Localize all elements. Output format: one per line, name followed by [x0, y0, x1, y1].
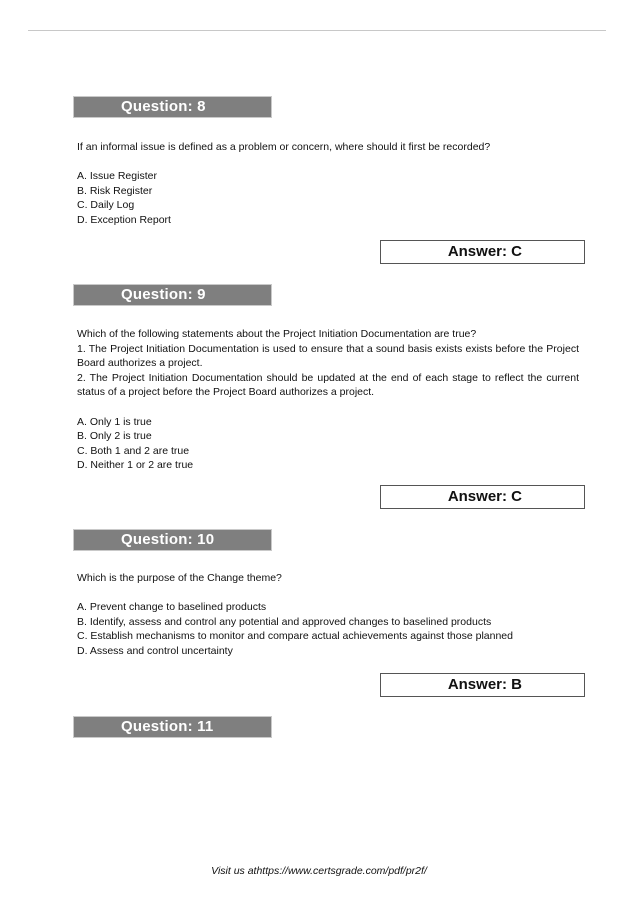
question-10-option-b: B. Identify, assess and control any potential and approved changes to baselined products: [77, 615, 492, 628]
footer-link-text: Visit us athttps://www.certsgrade.com/pdf/pr2f/: [211, 865, 427, 877]
question-8-option-b: B. Risk Register: [77, 184, 153, 197]
header-divider: [28, 30, 606, 31]
question-8-body: [77, 140, 579, 228]
question-8-option-a: A. Issue Register: [77, 170, 157, 183]
question-8-option-c: C. Daily Log: [77, 199, 135, 212]
question-9-heading: Question: 9: [73, 284, 272, 306]
question-10-heading: Question: 10: [73, 529, 272, 551]
question-8-heading: Question: 8: [73, 96, 272, 118]
question-8-stem: If an informal issue is defined as a problem or concern, where should it first be recorded?: [77, 141, 491, 153]
question-9-answer: Answer: C: [380, 485, 585, 509]
question-8-answer: Answer: C: [380, 240, 585, 264]
question-9-option-b: B. Only 2 is true: [77, 430, 152, 443]
question-8-option-d: D. Exception Report: [77, 213, 171, 226]
question-10-stem: Which is the purpose of the Change theme?: [77, 572, 282, 584]
question-9-body: [77, 327, 579, 473]
question-10-answer: Answer: B: [380, 673, 585, 697]
question-10-option-a: A. Prevent change to baselined products: [77, 601, 267, 614]
question-10-option-d: D. Assess and control uncertainty: [77, 644, 233, 657]
question-10-body: [77, 571, 579, 659]
question-9-statement-1: 1. The Project Initiation Documentation is used to ensure that a sound basis exists exists before the Project Board authorizes a project.: [77, 342, 579, 370]
question-11-heading: Question: 11: [73, 716, 272, 738]
question-9-stem: Which of the following statements about the Project Initiation Documentation are true?: [77, 328, 477, 340]
question-9-option-c: C. Both 1 and 2 are true: [77, 444, 190, 457]
question-9-option-d: D. Neither 1 or 2 are true: [77, 459, 194, 472]
question-9-option-a: A. Only 1 is true: [77, 415, 152, 428]
question-9-statement-2: 2. The Project Initiation Documentation should be updated at the end of each stage to reflect the current status of a project before the Project Board authorizes a project.: [77, 371, 579, 399]
question-10-option-c: C. Establish mechanisms to monitor and compare actual achievements against those planned: [77, 630, 513, 643]
